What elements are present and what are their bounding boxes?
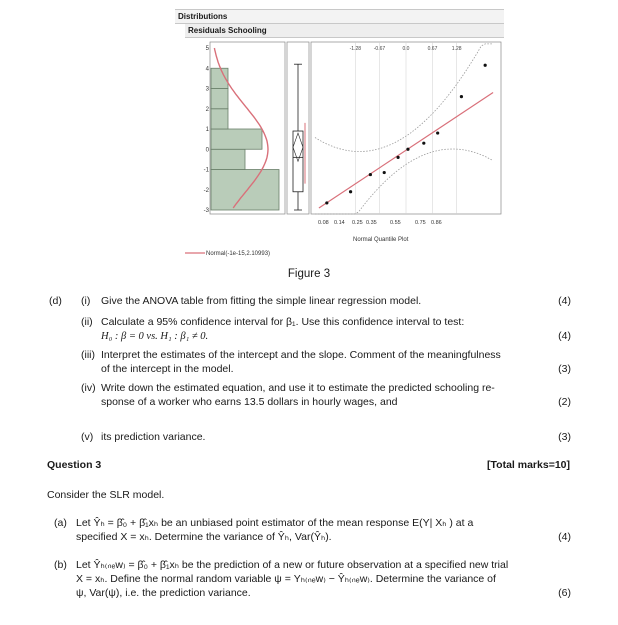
figure-caption: Figure 3 [287, 268, 331, 280]
d-iv-num: (iv) [81, 382, 96, 394]
qq-point [383, 171, 386, 174]
d-i-text: Give the ANOVA table from fitting the simple linear regression model. [101, 295, 422, 307]
d-iii-points: (3) [558, 363, 571, 375]
histogram-bar [211, 89, 228, 109]
q3b-label: (b) [54, 559, 67, 571]
d-iv-text-1: Write down the estimated equation, and use it to estimate the predicted schooling re- [101, 382, 495, 394]
quantile-top-label: -1.28 [349, 46, 362, 52]
y-tick-label: 5 [205, 46, 209, 52]
y-tick-label: 3 [205, 86, 209, 93]
qq-point [436, 131, 439, 134]
question3-intro: Consider the SLR model. [47, 489, 165, 501]
d-ii-text-2: H₀ : β = 0 vs. H₁ : β₁ ≠ 0. [101, 331, 209, 342]
q3a-text-1: Let Ŷₕ = β̂₀ + β̂₁xₕ be an unbiased point estimator of the mean response E(Y| Xₕ ) at a [76, 517, 474, 529]
d-iii-num: (iii) [81, 349, 95, 361]
quantile-bottom-label: 0.25 [352, 220, 363, 226]
qq-point [460, 95, 463, 98]
q3a-label: (a) [54, 517, 67, 529]
d-v-text: its prediction variance. [101, 431, 206, 443]
d-iv-text-2: sponse of a worker who earns 13.5 dollars in hourly wages, and [101, 396, 398, 408]
quantile-bottom-label: 0.14 [334, 220, 345, 226]
histogram-bar [211, 149, 245, 169]
quantile-top-label: -0.67 [373, 46, 386, 52]
y-tick-label: 2 [205, 106, 209, 113]
y-tick-label: 0 [205, 147, 209, 154]
d-iii-text-2: of the intercept in the model. [101, 363, 234, 375]
histogram-bar [211, 129, 262, 149]
quantile-bottom-label: 0.35 [366, 220, 377, 226]
histogram-bar [211, 170, 279, 211]
d-i-points: (4) [558, 295, 571, 307]
quantile-top-label: 0.67 [427, 46, 438, 52]
quantile-bottom-label: 0.86 [431, 220, 442, 226]
y-tick-label: -2 [203, 187, 209, 194]
jmp-subheader: Residuals Schooling [185, 24, 504, 38]
d-ii-num: (ii) [81, 316, 93, 328]
d-iv-points: (2) [558, 396, 571, 408]
q3b-points: (6) [558, 587, 571, 599]
question3-total: [Total marks=10] [487, 459, 570, 471]
jmp-header: Distributions [175, 9, 504, 24]
quantile-top-label: 1.28 [451, 46, 462, 52]
d-v-num: (v) [81, 431, 94, 443]
d-i-num: (i) [81, 295, 91, 307]
q3b-text-1: Let Ŷₕ₍ₙₑw₎ = β̂₀ + β̂₁xₕ be the prediction of a new or future observation at a specified new trial [76, 559, 509, 571]
confidence-band [315, 149, 493, 214]
quantile-bottom-label: 0.55 [390, 220, 401, 226]
qq-point [484, 64, 487, 67]
quantile-axis-label: Normal Quantile Plot [353, 237, 409, 243]
qq-point [325, 201, 328, 204]
y-tick-label: 4 [205, 66, 209, 73]
q3a-points: (4) [558, 531, 571, 543]
d-v-points: (3) [558, 431, 571, 443]
d-ii-text-1: Calculate a 95% confidence interval for β₁. Use this confidence interval to test: [101, 316, 465, 328]
quantile-bottom-label: 0.08 [318, 220, 329, 226]
y-tick-label: 1 [205, 127, 209, 133]
qq-point [396, 156, 399, 159]
part-d-label: (d) [49, 295, 62, 307]
q3b-text-3: ψ, Var(ψ), i.e. the prediction variance. [76, 587, 251, 599]
y-tick-label: -3 [203, 208, 209, 214]
legend-label: Normal(-1e-15,2.10993) [206, 251, 271, 257]
quantile-top-label: 0.0 [402, 46, 410, 52]
quantile-bottom-label: 0.75 [415, 220, 426, 226]
qq-point [422, 142, 425, 145]
distribution-chart [0, 0, 618, 270]
q3a-text-2: specified X = xₕ. Determine the variance of Ŷₕ, Var(Ŷₕ). [76, 531, 332, 543]
confidence-band [315, 44, 493, 152]
question3-title: Question 3 [47, 459, 102, 471]
qq-point [369, 173, 372, 176]
qq-point [406, 148, 409, 151]
qq-point [349, 190, 352, 193]
histogram-bar [211, 109, 228, 129]
d-ii-points: (4) [558, 330, 571, 342]
q3b-text-2: X = xₕ. Define the normal random variable ψ = Yₕ₍ₙₑw₎ − Ŷₕ₍ₙₑw₎. Determine the variance of [76, 573, 496, 585]
y-tick-label: -1 [203, 167, 209, 174]
d-iii-text-1: Interpret the estimates of the intercept and the slope. Comment of the meaningfulness [101, 349, 501, 361]
